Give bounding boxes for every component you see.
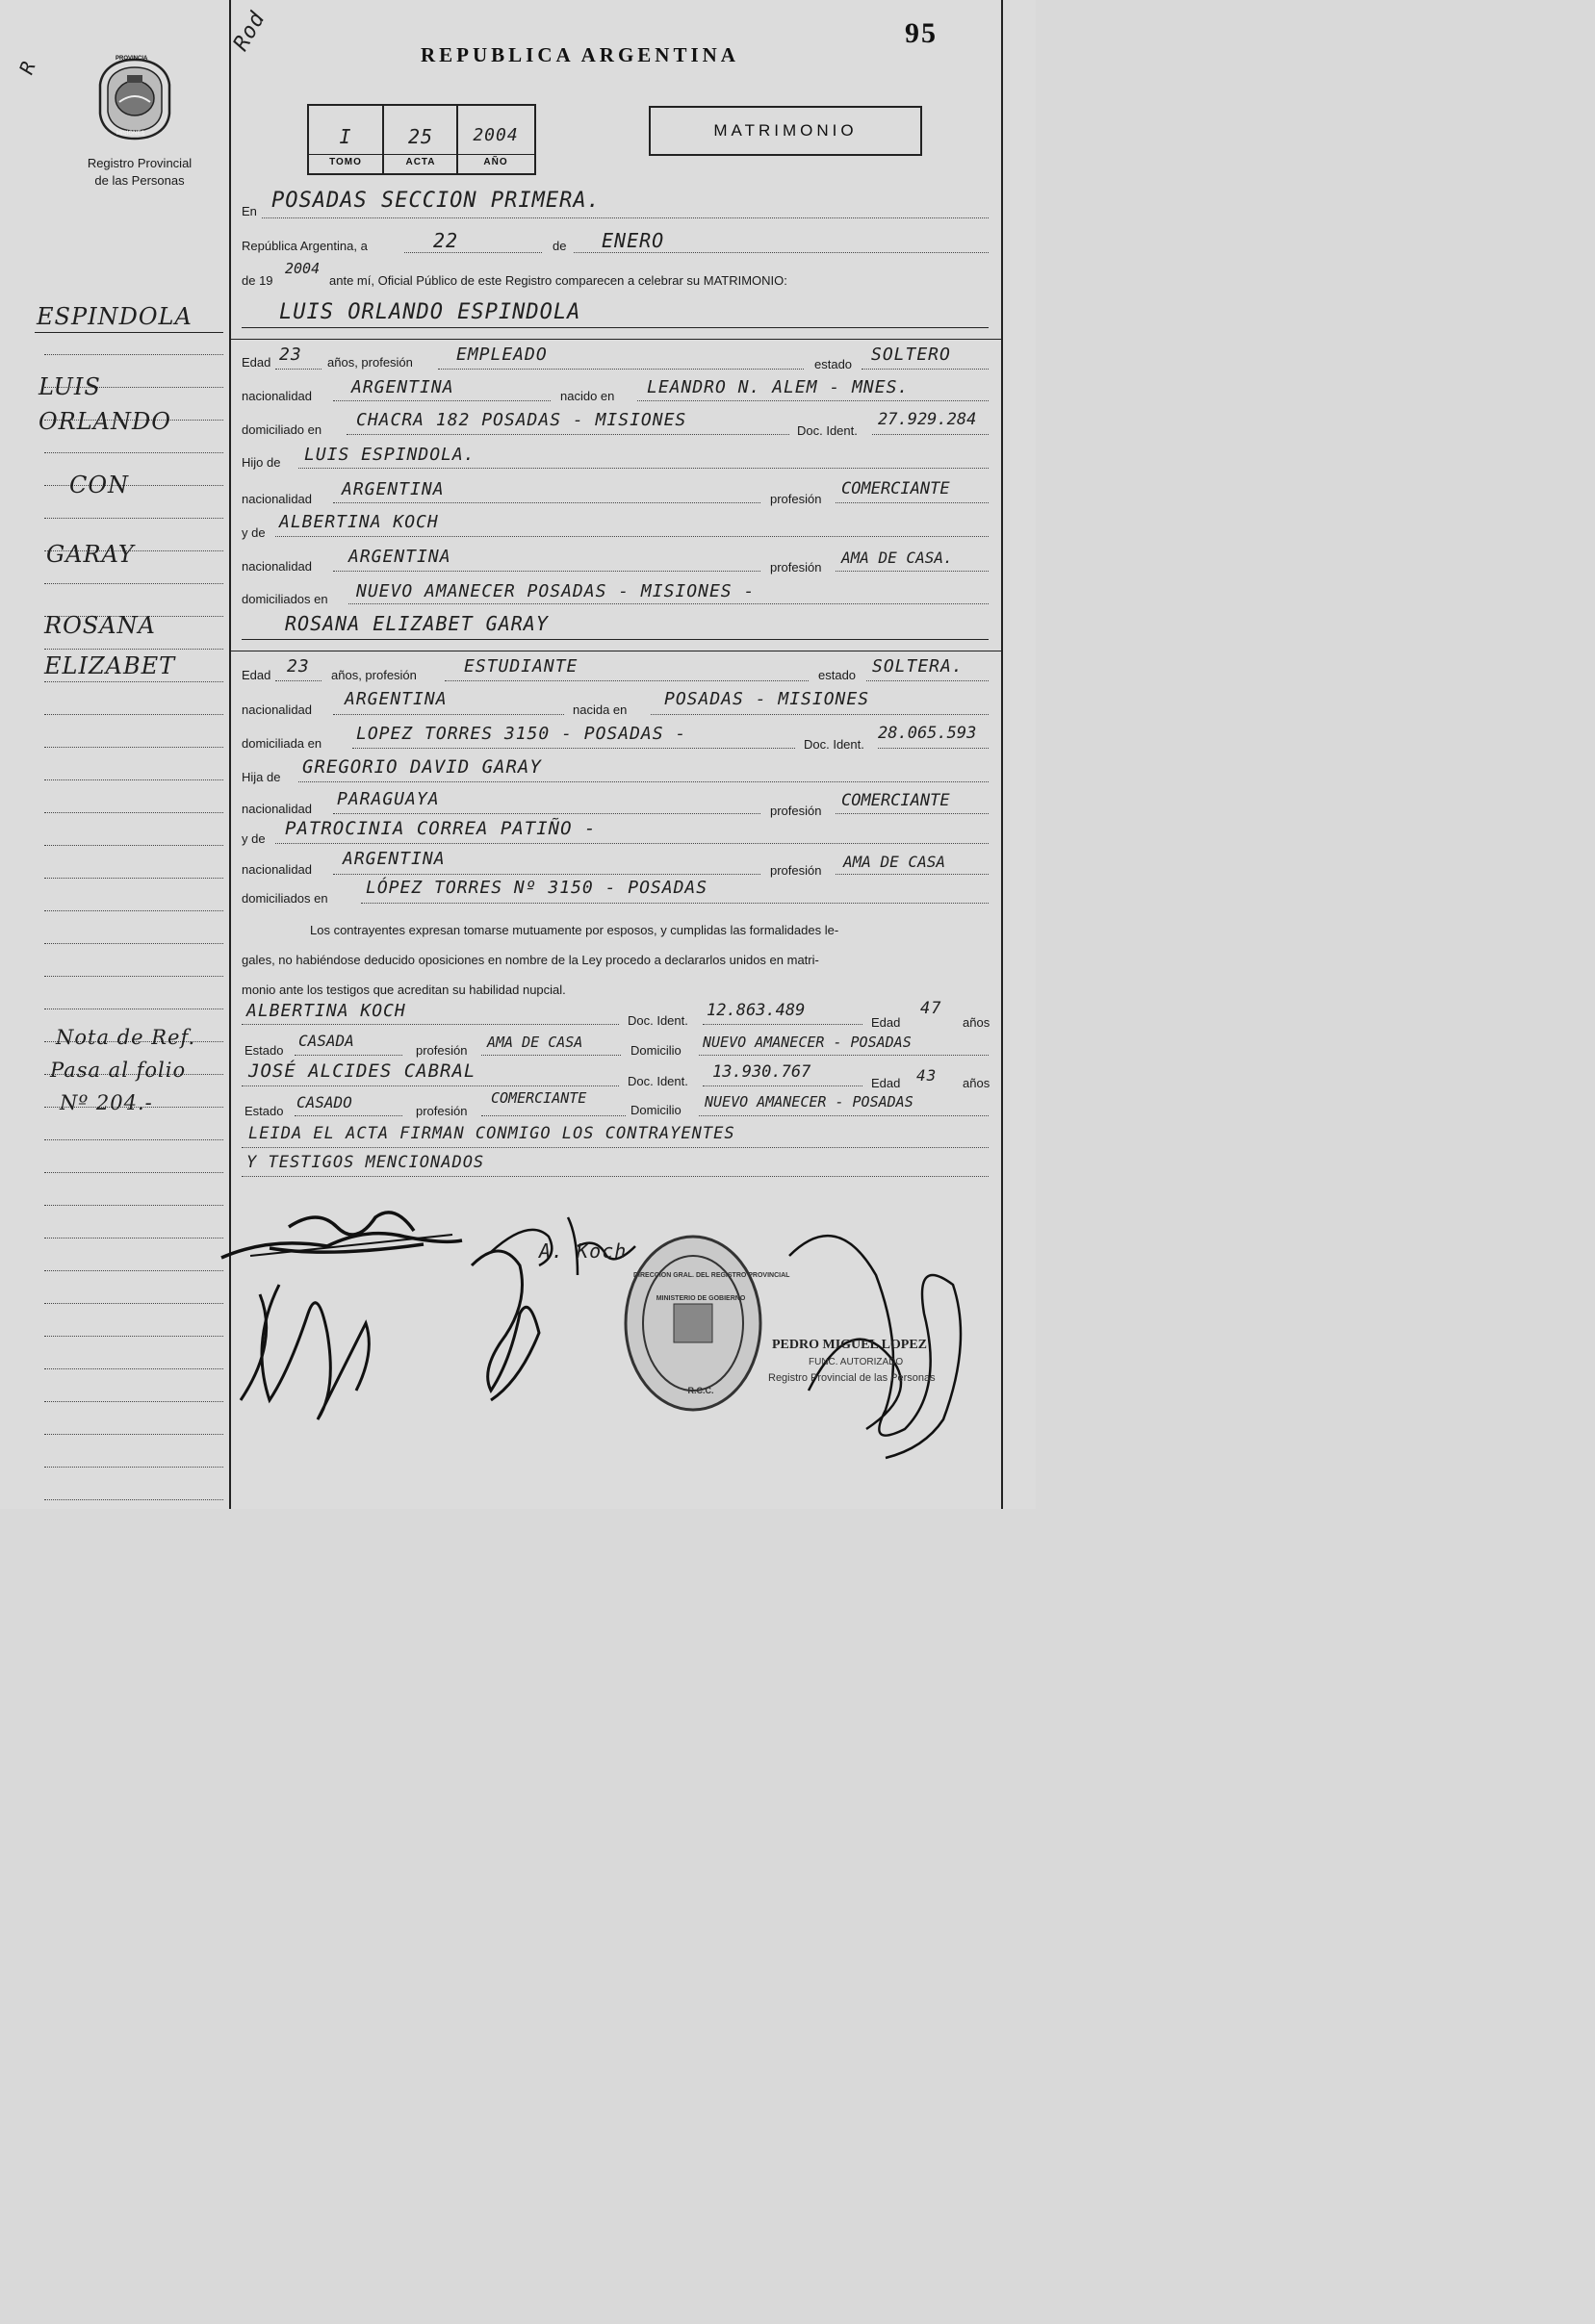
bride-doc: 28.065.593 [878,724,977,743]
witness2-doc-label: Doc. Ident. [628,1074,688,1088]
groom-parents-dom-label: domiciliados en [242,592,328,606]
witness2-doc: 13.930.767 [712,1062,811,1082]
witness2-edad-label: Edad [871,1076,901,1090]
stamp-bottom-text: R.C.C. [687,1386,714,1395]
bride-estado-label: estado [818,668,857,682]
groom-father-nationality: ARGENTINA [342,479,445,499]
margin-dotted-rule [44,518,223,519]
margin-dotted-rule [44,779,223,780]
bride-nacida-label: nacida en [573,702,628,717]
bride-signature [262,1285,369,1419]
groom-dom-label: domiciliado en [242,422,322,437]
intro-statement: ante mí, Oficial Público de este Registro comparecen a celebrar su MATRIMONIO: [329,273,787,288]
bride-father: GREGORIO DAVID GARAY [302,756,542,778]
left-initial: R [14,57,41,78]
margin-dotted-rule [44,1270,223,1271]
republic-label: República Argentina, a [242,239,368,253]
bride-father-prof-label: profesión [770,804,822,818]
margin-dotted-rule [44,747,223,748]
acta-label: ACTA [405,157,436,167]
groom-age: 23 [279,345,302,365]
official-name: PEDRO MIGUEL LOPEZ [772,1338,928,1352]
office-line2: de las Personas [94,173,185,188]
bride-age: 23 [287,656,310,677]
official-title: FUNC. AUTORIZADO [809,1357,904,1367]
witness1-age: 47 [920,999,942,1018]
day: 22 [433,229,459,252]
bride-mother-nac-label: nacionalidad [242,862,313,877]
margin-dotted-rule [44,649,223,650]
margin-con: CON [69,472,130,498]
witness1-name: ALBERTINA KOCH [246,1001,406,1021]
bride-mother-nationality: ARGENTINA [343,849,446,869]
margin-dotted-rule [44,1303,223,1304]
witness2-profession: COMERCIANTE [491,1089,587,1107]
groom-anos-label: años, profesión [327,355,413,370]
witness1-dom-label: Domicilio [630,1043,682,1058]
bride-address: LOPEZ TORRES 3150 - POSADAS - [356,724,687,744]
margin-dotted-rule [44,910,223,911]
declaration-line2: gales, no habiéndose deducido oposiciones en nombre de la Ley procedo a declararlos unidos en matri- [242,953,819,967]
groom-hijo-label: Hijo de [242,455,281,470]
groom-mother-nationality: ARGENTINA [348,547,451,567]
witness1-edad-label: Edad [871,1015,901,1030]
witness1-anos-label: años [963,1015,990,1030]
koch-signature-text: A. Koch [539,1239,628,1263]
witness1-estado-label: Estado [244,1043,284,1058]
groom-full-name: LUIS ORLANDO ESPINDOLA [279,300,581,324]
stamp-ring-text: DIRECCION GRAL. DEL REGISTRO PROVINCIAL [633,1272,790,1279]
margin-dotted-rule [44,943,223,944]
margin-dotted-rule [44,714,223,715]
margin-note3: Nº 204.- [60,1091,153,1114]
seal-bottom-text: MISIONES [116,131,145,137]
witness2-dom-label: Domicilio [630,1103,682,1117]
witness2-name: JOSÉ ALCIDES CABRAL [248,1060,476,1082]
witness1-doc-label: Doc. Ident. [628,1013,688,1028]
margin-dotted-rule [44,583,223,584]
declaration-line1: Los contrayentes expresan tomarse mutuamente por esposos, y cumplidas las formalidades le- [310,923,839,937]
margin-dotted-rule [44,1434,223,1435]
groom-estado: SOLTERO [871,345,951,365]
groom-nac-label: nacionalidad [242,389,313,403]
country-title: REPUBLICA ARGENTINA [421,43,739,66]
margin-dotted-rule [44,354,223,355]
witness2-estado: CASADO [296,1093,352,1111]
bride-nac-label: nacionalidad [242,702,313,717]
bride-edad-label: Edad [242,668,271,682]
top-initials: Rod [228,7,270,56]
bride-full-name: ROSANA ELIZABET GARAY [285,612,549,635]
bride-anos-label: años, profesión [331,668,417,682]
margin-dotted-rule [44,452,223,453]
margin-dotted-rule [44,1205,223,1206]
margin-underline [35,332,223,333]
margin-name1: LUIS [39,373,101,400]
margin-surname2: GARAY [46,541,135,568]
groom-profession: EMPLEADO [456,345,548,365]
witness1-doc: 12.863.489 [707,1001,806,1020]
official-stamp-icon [626,1237,760,1410]
bride-mother-profession: AMA DE CASA [843,853,945,871]
groom-father-profession: COMERCIANTE [841,479,950,498]
margin-note2: Pasa al folio [50,1059,187,1082]
bride-nationality: ARGENTINA [345,689,448,709]
margin-dotted-rule [44,1238,223,1239]
margin-dotted-rule [44,1401,223,1402]
official-office: Registro Provincial de las Personas [768,1372,936,1384]
en-label: En [242,204,257,218]
bride-mother: PATROCINIA CORREA PATIÑO - [285,818,597,839]
groom-birthplace: LEANDRO N. ALEM - MNES. [647,377,910,397]
de19-label: de 19 [242,273,273,288]
bride-mother-prof-label: profesión [770,863,822,878]
margin-dotted-rule [44,1467,223,1468]
groom-doc-label: Doc. Ident. [797,423,858,438]
bride-birthplace: POSADAS - MISIONES [664,689,870,709]
act-type-box [649,106,922,156]
witness1-domicilio: NUEVO AMANECER - POSADAS [703,1034,912,1051]
month: ENERO [602,229,665,252]
tomo-value: I [339,125,352,148]
margin-surname: ESPINDOLA [37,303,193,330]
groom-doc: 27.929.284 [878,410,977,429]
groom-estado-label: estado [814,357,853,371]
margin-name2: ORLANDO [39,408,171,435]
closing-line2: Y TESTIGOS MENCIONADOS [246,1153,485,1172]
bride-yde-label: y de [242,831,266,846]
margin-note1: Nota de Ref. [56,1026,196,1049]
right-rule [1001,0,1003,1509]
margin-name4: ELIZABET [44,652,176,679]
witness1-prof-label: profesión [416,1043,468,1058]
margin-dotted-rule [44,1336,223,1337]
witness2-domicilio: NUEVO AMANECER - POSADAS [705,1093,913,1111]
witness1-estado: CASADA [298,1032,354,1050]
margin-dotted-rule [44,1499,223,1500]
record-box [307,104,536,175]
margin-dotted-rule [44,681,223,682]
groom-mother-nac-label: nacionalidad [242,559,313,574]
groom-father: LUIS ESPINDOLA. [304,445,476,465]
place: POSADAS SECCION PRIMERA. [271,189,601,213]
year: 2004 [285,260,321,277]
anio-value: 2004 [473,125,519,145]
bride-father-profession: COMERCIANTE [841,791,950,810]
groom-nacido-label: nacido en [560,389,615,403]
groom-yde-label: y de [242,525,266,540]
groom-nationality: ARGENTINA [351,377,454,397]
witness2-signature [472,1251,539,1400]
margin-dotted-rule [44,976,223,977]
bride-parents-address: LÓPEZ TORRES Nº 3150 - POSADAS [366,878,708,898]
margin-dotted-rule [44,812,223,813]
margin-dotted-rule [44,1139,223,1140]
bride-father-nac-label: nacionalidad [242,802,313,816]
witness2-age: 43 [916,1066,938,1085]
bride-dom-label: domiciliada en [242,736,322,751]
bride-estado: SOLTERA. [872,656,964,677]
office-line1: Registro Provincial [87,156,193,170]
declaration-line3: monio ante los testigos que acreditan su habilidad nupcial. [242,983,566,997]
de-label: de [553,239,567,253]
groom-address: CHACRA 182 POSADAS - MISIONES [356,410,687,430]
seal-top-text: PROVINCIA [116,56,148,62]
tomo-label: TOMO [329,157,362,167]
province-seal-icon [94,56,175,142]
groom-mother-profession: AMA DE CASA. [841,549,953,567]
anio-label: AÑO [483,157,508,167]
bride-hija-label: Hija de [242,770,281,784]
groom-edad-label: Edad [242,355,271,370]
bride-doc-label: Doc. Ident. [804,737,864,752]
margin-dotted-rule [44,1368,223,1369]
margin-name3: ROSANA [44,612,156,639]
groom-mother-prof-label: profesión [770,560,822,575]
groom-mother: ALBERTINA KOCH [279,512,439,532]
groom-signature [221,1213,462,1258]
bride-profession: ESTUDIANTE [464,656,579,677]
witness2-prof-label: profesión [416,1104,468,1118]
bride-parents-dom-label: domiciliados en [242,891,328,906]
witness2-estado-label: Estado [244,1104,284,1118]
document-page [0,0,1036,1509]
acta-value: 25 [407,125,434,148]
margin-dotted-rule [44,878,223,879]
groom-father-prof-label: profesión [770,492,822,506]
margin-dotted-rule [44,1172,223,1173]
stamp-inner-text: MINISTERIO DE GOBIERNO [656,1295,746,1302]
bride-father-nationality: PARAGUAYA [337,789,440,809]
groom-father-nac-label: nacionalidad [242,492,313,506]
page-number: 95 [905,17,938,49]
closing-line1: LEIDA EL ACTA FIRMAN CONMIGO LOS CONTRAYENTES [248,1124,735,1143]
margin-dotted-rule [44,845,223,846]
groom-parents-address: NUEVO AMANECER POSADAS - MISIONES - [356,581,756,601]
witness1-profession: AMA DE CASA [487,1034,583,1051]
witness2-anos-label: años [963,1076,990,1090]
act-type: MATRIMONIO [713,121,858,140]
